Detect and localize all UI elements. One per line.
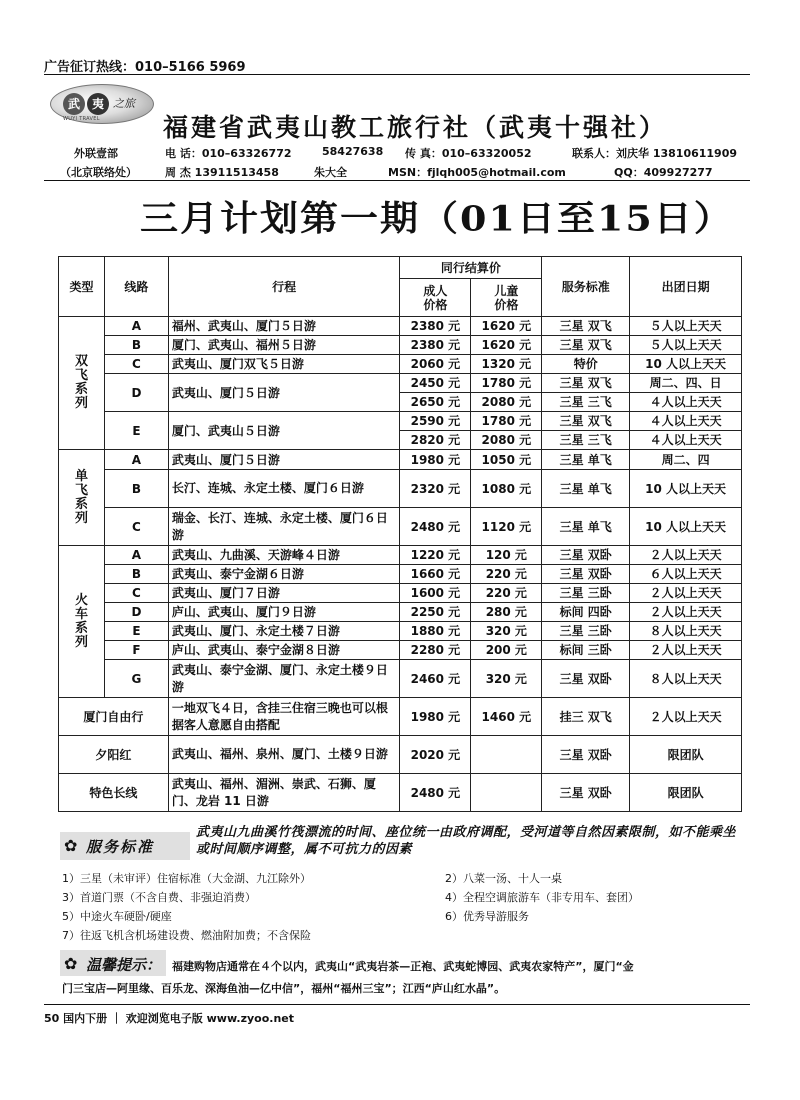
adult-price: 1980 元	[400, 450, 471, 470]
child-price: 1320 元	[471, 355, 542, 374]
date-cell: ４人以上天天	[630, 393, 742, 412]
tips-title: 温馨提示：	[86, 956, 162, 974]
adult-price: 1220 元	[400, 546, 471, 565]
tips-line-1: 福建购物店通常在４个以内，武夷山“武夷岩茶—正袍、武夷蛇博园、武夷农家特产”，厦门“金	[172, 960, 634, 973]
child-price: 280 元	[471, 603, 542, 622]
child-price-empty	[471, 774, 542, 812]
child-price: 220 元	[471, 584, 542, 603]
itinerary-cell: 武夷山、福州、泉州、厦门、土楼９日游	[168, 736, 400, 774]
service-cell: 标间 四卧	[542, 603, 630, 622]
child-price: 220 元	[471, 565, 542, 584]
route-code: E	[104, 412, 168, 450]
service-cell: 三星 三卧	[542, 584, 630, 603]
logo-badge-yi: 夷	[87, 93, 109, 115]
route-code: B	[104, 565, 168, 584]
service-item: 7）往返飞机含机场建设费、燃油附加费；不含保险	[62, 929, 311, 942]
child-price: 200 元	[471, 641, 542, 660]
service-cell: 三星 双卧	[542, 565, 630, 584]
service-item: 1）三星（未审评）住宿标准（大金湖、九江除外）	[62, 872, 311, 885]
logo-badge-wu: 武	[63, 93, 85, 115]
date-cell: 周二、四、日	[630, 374, 742, 393]
rafting-note: 武夷山九曲溪竹筏漂流的时间、座位统一由政府调配，受河道等自然因素限制，如不能乘坐或时间顺序调整，属不可抗力的因素	[196, 825, 737, 857]
adult-price: 2590 元	[400, 412, 471, 431]
itinerary-cell: 武夷山、福州、湄洲、崇武、石狮、厦门、龙岩 11 日游	[168, 774, 400, 812]
series-train: 火车系列	[59, 546, 105, 698]
service-cell: 三星 双飞	[542, 412, 630, 431]
itinerary-cell: 瑞金、长汀、连城、永定土楼、厦门６日游	[168, 508, 400, 546]
route-code: D	[104, 374, 168, 412]
date-cell: ２人以上天天	[630, 603, 742, 622]
ad-hotline: 广告征订热线：010–5166 5969	[44, 60, 246, 75]
series-double-flight: 双飞系列	[59, 317, 105, 450]
dept-label: 外联壹部	[74, 147, 118, 160]
contact-text: 联系人：刘庆华 13810611909	[572, 147, 738, 160]
itinerary-cell: 武夷山、厦门５日游	[168, 450, 400, 470]
child-price: 1080 元	[471, 470, 542, 508]
office-label: （北京联络处）	[60, 166, 137, 179]
date-cell: ８人以上天天	[630, 660, 742, 698]
adult-price: 2480 元	[400, 508, 471, 546]
route-code: B	[104, 336, 168, 355]
route-code: C	[104, 584, 168, 603]
date-cell: ８人以上天天	[630, 622, 742, 641]
adult-price: 2380 元	[400, 317, 471, 336]
header-route: 线路	[104, 257, 168, 317]
itinerary-cell: 武夷山、厦门５日游	[168, 374, 400, 412]
top-divider	[44, 74, 750, 75]
page-footer: 50 国内下册 ｜ 欢迎浏览电子版 www.zyoo.net	[44, 1012, 295, 1025]
route-code: D	[104, 603, 168, 622]
adult-price: 2650 元	[400, 393, 471, 412]
date-cell: 10 人以上天天	[630, 508, 742, 546]
itinerary-cell: 福州、武夷山、厦门５日游	[168, 317, 400, 336]
header-service: 服务标准	[542, 257, 630, 317]
itinerary-cell: 一地双飞４日，含挂三住宿三晚也可以根据客人意愿自由搭配	[168, 698, 400, 736]
itinerary-cell: 厦门、武夷山５日游	[168, 412, 400, 450]
service-cell: 三星 单飞	[542, 450, 630, 470]
logo-subtitle: 之旅	[113, 97, 135, 110]
adult-price: 2460 元	[400, 660, 471, 698]
itinerary-cell: 武夷山、泰宁金湖、厦门、永定土楼９日游	[168, 660, 400, 698]
header-divider	[44, 180, 750, 181]
service-cell: 三星 双飞	[542, 317, 630, 336]
fax-text: 传 真：010–63320052	[405, 147, 532, 160]
child-price: 2080 元	[471, 393, 542, 412]
adult-price: 2480 元	[400, 774, 471, 812]
service-cell: 特价	[542, 355, 630, 374]
service-cell: 三星 双卧	[542, 660, 630, 698]
child-price: 1780 元	[471, 374, 542, 393]
service-cell: 三星 双卧	[542, 774, 630, 812]
service-cell: 三星 双卧	[542, 546, 630, 565]
child-price: 2080 元	[471, 431, 542, 450]
adult-price: 2060 元	[400, 355, 471, 374]
bottom-divider	[44, 1004, 750, 1005]
service-item: 4）全程空调旅游车（非专用车、套团）	[445, 891, 639, 904]
company-name: 福建省武夷山教工旅行社（武夷十强社）	[163, 113, 668, 142]
date-cell: ２人以上天天	[630, 546, 742, 565]
date-cell: ２人以上天天	[630, 641, 742, 660]
date-cell: ２人以上天天	[630, 698, 742, 736]
phone-text: 电 话：010–63326772	[165, 147, 292, 160]
route-code: C	[104, 355, 168, 374]
date-cell: ４人以上天天	[630, 412, 742, 431]
adult-price: 2380 元	[400, 336, 471, 355]
header-itinerary: 行程	[168, 257, 400, 317]
service-cell: 标间 三卧	[542, 641, 630, 660]
service-cell: 三星 单飞	[542, 508, 630, 546]
service-item: 2）八菜一汤、十人一桌	[445, 872, 562, 885]
header-adult: 成人价格	[400, 279, 471, 317]
child-price: 1460 元	[471, 698, 542, 736]
adult-price: 1880 元	[400, 622, 471, 641]
route-code: B	[104, 470, 168, 508]
date-cell: ６人以上天天	[630, 565, 742, 584]
child-price: 1120 元	[471, 508, 542, 546]
child-price: 1780 元	[471, 412, 542, 431]
series-sunset: 夕阳红	[59, 736, 169, 774]
flower-icon: ✿	[64, 954, 78, 973]
date-cell: 10 人以上天天	[630, 355, 742, 374]
child-price: 120 元	[471, 546, 542, 565]
service-cell: 三星 单飞	[542, 470, 630, 508]
date-cell: ５人以上天天	[630, 336, 742, 355]
header-type: 类型	[59, 257, 105, 317]
itinerary-cell: 武夷山、厦门双飞５日游	[168, 355, 400, 374]
child-price: 1620 元	[471, 336, 542, 355]
child-price-empty	[471, 736, 542, 774]
contact3-text: 朱大全	[314, 166, 347, 179]
date-cell: ２人以上天天	[630, 584, 742, 603]
service-cell: 三星 三卧	[542, 622, 630, 641]
route-code: E	[104, 622, 168, 641]
itinerary-cell: 庐山、武夷山、泰宁金湖８日游	[168, 641, 400, 660]
page-title: 三月计划第一期（01日至15日）	[140, 197, 734, 239]
route-code: C	[104, 508, 168, 546]
date-cell: 限团队	[630, 774, 742, 812]
logo-english: WUYI TRAVEL	[63, 116, 100, 122]
itinerary-cell: 武夷山、九曲溪、天游峰４日游	[168, 546, 400, 565]
service-item: 3）首道门票（不含自费、非强迫消费）	[62, 891, 256, 904]
itinerary-cell: 武夷山、泰宁金湖６日游	[168, 565, 400, 584]
service-cell: 三星 双飞	[542, 374, 630, 393]
child-price: 320 元	[471, 660, 542, 698]
service-cell: 三星 双卧	[542, 736, 630, 774]
itinerary-cell: 长汀、连城、永定土楼、厦门６日游	[168, 470, 400, 508]
child-price: 1620 元	[471, 317, 542, 336]
tips-line-2: 门三宝店—阿里缘、百乐龙、深海鱼油—亿中信”，福州“福州三宝”；江西“庐山红水晶”。	[62, 982, 506, 995]
phone2-text: 58427638	[322, 145, 384, 158]
adult-price: 2280 元	[400, 641, 471, 660]
adult-price: 1600 元	[400, 584, 471, 603]
date-cell: ４人以上天天	[630, 431, 742, 450]
date-cell: 10 人以上天天	[630, 470, 742, 508]
adult-price: 2250 元	[400, 603, 471, 622]
company-logo	[50, 84, 154, 124]
service-cell: 三星 双飞	[542, 336, 630, 355]
header-child: 儿童价格	[471, 279, 542, 317]
flower-icon: ✿	[64, 836, 78, 855]
adult-price: 2450 元	[400, 374, 471, 393]
service-cell: 挂三 双飞	[542, 698, 630, 736]
adult-price: 1660 元	[400, 565, 471, 584]
date-cell: 限团队	[630, 736, 742, 774]
itinerary-cell: 武夷山、厦门７日游	[168, 584, 400, 603]
series-xiamen-free: 厦门自由行	[59, 698, 169, 736]
adult-price: 2820 元	[400, 431, 471, 450]
header-date: 出团日期	[630, 257, 742, 317]
adult-price: 1980 元	[400, 698, 471, 736]
service-item: 5）中途火车硬卧/硬座	[62, 910, 172, 923]
route-code: G	[104, 660, 168, 698]
tour-price-table	[58, 256, 742, 812]
date-cell: ５人以上天天	[630, 317, 742, 336]
itinerary-cell: 厦门、武夷山、福州５日游	[168, 336, 400, 355]
service-cell: 三星 三飞	[542, 431, 630, 450]
service-title: 服务标准	[86, 838, 155, 856]
series-special-long: 特色长线	[59, 774, 169, 812]
itinerary-cell: 武夷山、厦门、永定土楼７日游	[168, 622, 400, 641]
child-price: 320 元	[471, 622, 542, 641]
adult-price: 2320 元	[400, 470, 471, 508]
adult-price: 2020 元	[400, 736, 471, 774]
date-cell: 周二、四	[630, 450, 742, 470]
contact2-text: 周 杰 13911513458	[165, 166, 279, 179]
service-item: 6）优秀导游服务	[445, 910, 529, 923]
route-code: A	[104, 317, 168, 336]
route-code: A	[104, 450, 168, 470]
itinerary-cell: 庐山、武夷山、厦门９日游	[168, 603, 400, 622]
series-single-flight: 单飞系列	[59, 450, 105, 546]
msn-text: MSN：fjlqh005@hotmail.com	[388, 166, 566, 179]
route-code: F	[104, 641, 168, 660]
service-cell: 三星 三飞	[542, 393, 630, 412]
child-price: 1050 元	[471, 450, 542, 470]
header-settle-price: 同行结算价	[400, 257, 542, 279]
route-code: A	[104, 546, 168, 565]
qq-text: QQ：409927277	[614, 166, 713, 179]
